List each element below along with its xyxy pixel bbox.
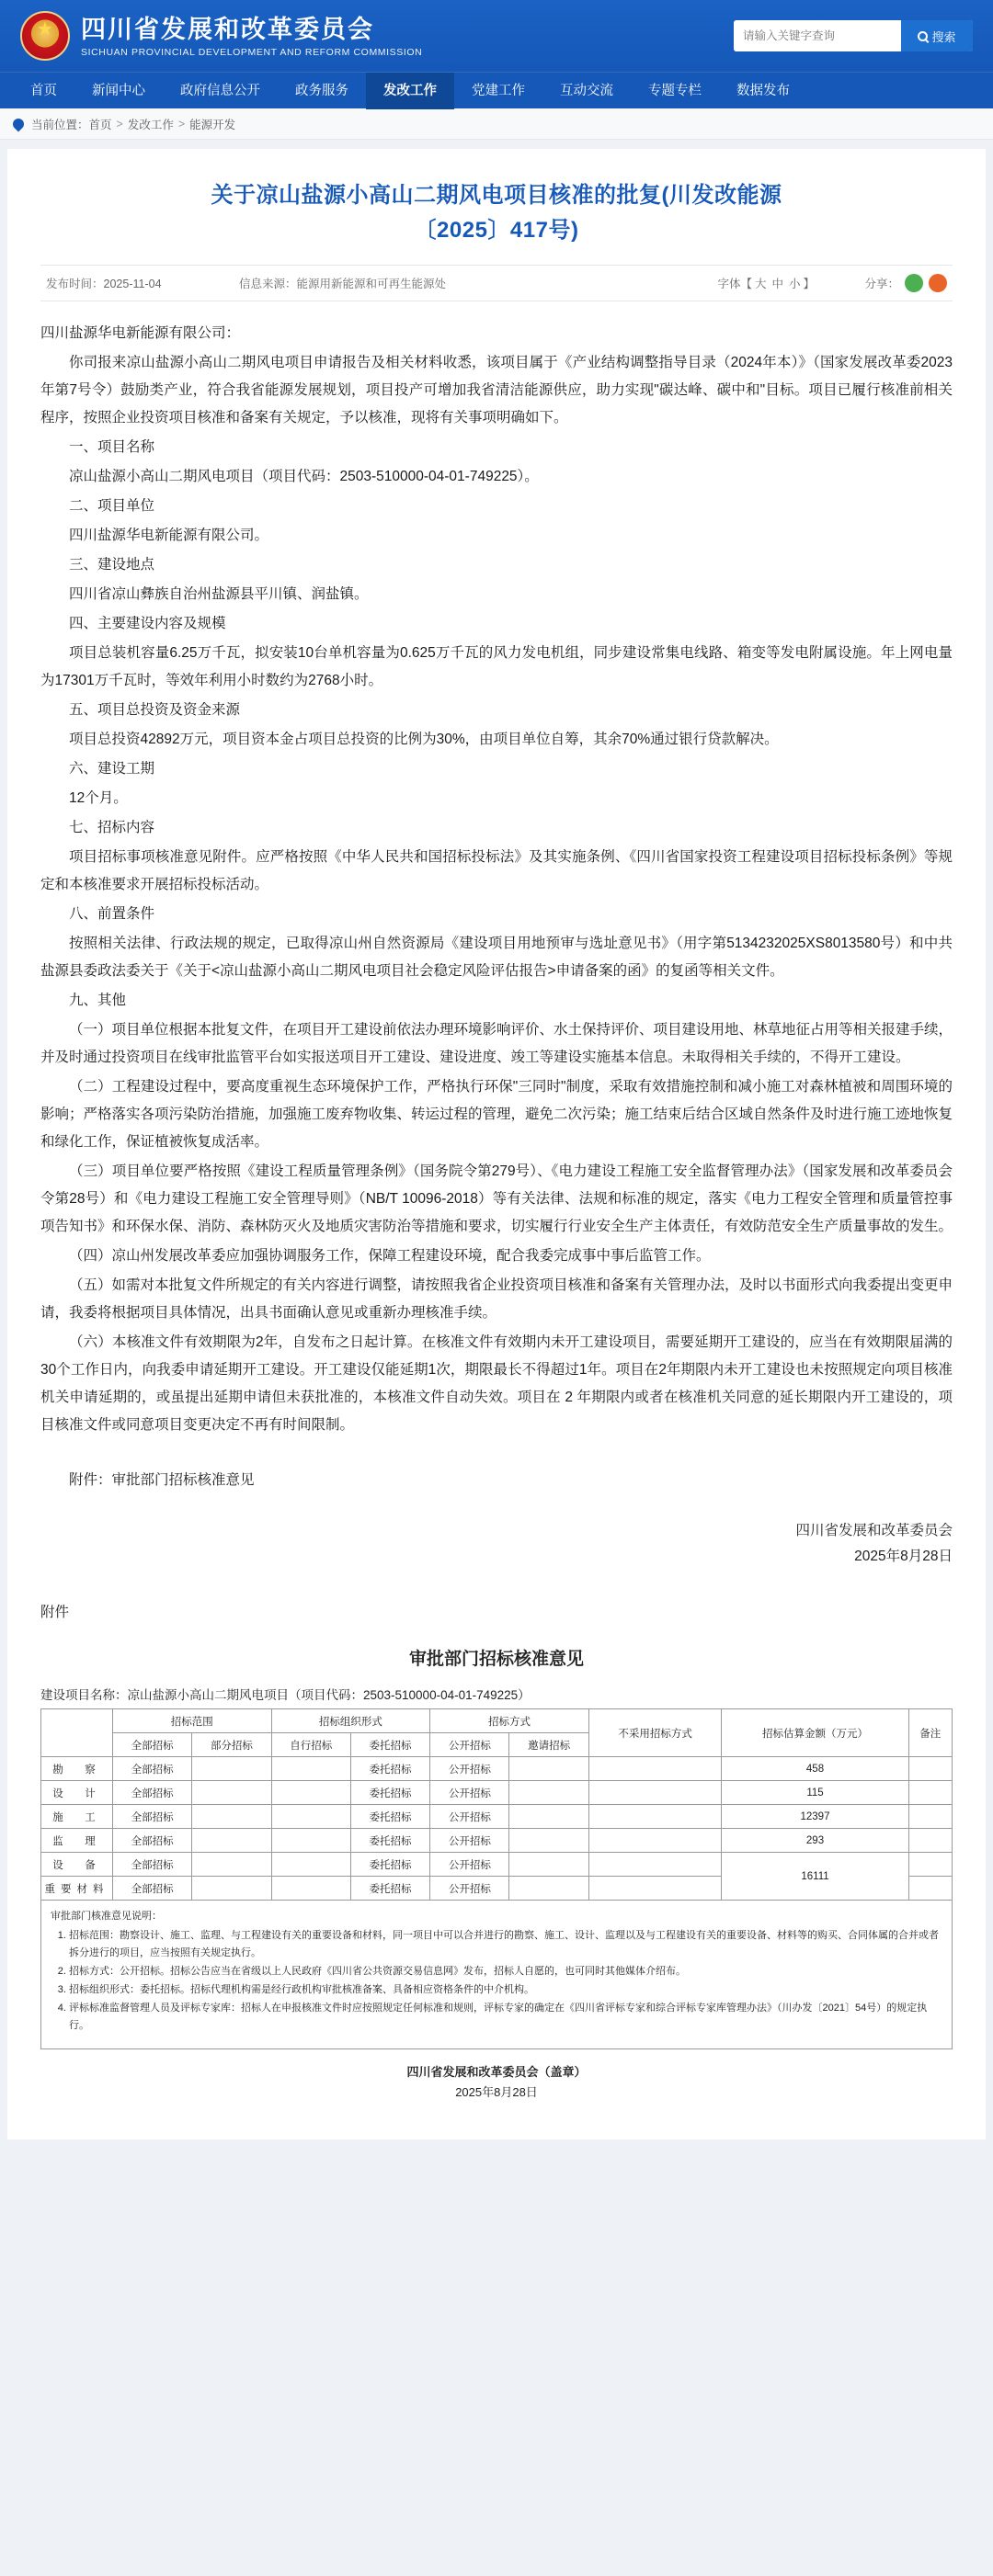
cell-remark <box>908 1829 952 1853</box>
font-size-control <box>717 275 864 291</box>
cell-remark <box>908 1877 952 1901</box>
table-row <box>41 1757 953 1781</box>
cell-scope-part <box>192 1805 271 1829</box>
cell-self <box>271 1805 350 1829</box>
nav-item-topics[interactable]: 专题专栏 <box>648 83 702 98</box>
th-scope-part: 部分招标 <box>192 1733 271 1757</box>
cell-remark <box>908 1757 952 1781</box>
font-size-large[interactable]: 大 <box>755 278 767 290</box>
search-button[interactable] <box>901 20 973 51</box>
cell-invite <box>509 1805 588 1829</box>
source-label: 信息来源： <box>239 278 297 290</box>
cell-entrust: 委托招标 <box>350 1781 429 1805</box>
heading-investment: 五、项目总投资及资金来源 <box>69 702 241 718</box>
cell-scope-part <box>192 1877 271 1901</box>
th-scope-all: 全部招标 <box>113 1733 192 1757</box>
heading-project-unit: 二、项目单位 <box>69 498 155 514</box>
approval-note-title: 审批部门核准意见说明： <box>51 1911 162 1922</box>
search-input[interactable] <box>734 20 901 51</box>
attachment-reference: 附件：审批部门招标核准意见 <box>69 1472 255 1488</box>
row-label: 重要材料 <box>41 1877 113 1901</box>
cell-remark <box>908 1805 952 1829</box>
heading-other: 九、其他 <box>69 993 127 1008</box>
cell-self <box>271 1829 350 1853</box>
search-icon <box>918 31 928 41</box>
table-row <box>41 1853 953 1877</box>
search-button-label: 搜索 <box>931 29 956 44</box>
row-label: 监 理 <box>41 1829 113 1853</box>
row-label: 施 工 <box>41 1805 113 1829</box>
breadcrumb-sep-1: > <box>116 117 123 131</box>
row-label: 设 计 <box>41 1781 113 1805</box>
th-not-use-tender: 不采用招标方式 <box>588 1709 722 1757</box>
row-label: 设 备 <box>41 1853 113 1877</box>
heading-tender: 七、招标内容 <box>69 820 155 835</box>
signature-date: 2025年8月28日 <box>854 1549 953 1564</box>
site-title-cn: 四川省发展和改革委员会 <box>81 15 374 43</box>
paragraph-project-name: 凉山盐源小高山二期风电项目（项目代码：2503-510000-04-01-749225）。 <box>69 469 539 484</box>
cell-not-use <box>588 1805 722 1829</box>
approval-note-item: 3. 招标组织形式：委托招标。招标代理机构需是经行政机构审批核准备案、具备相应资格条件的中介机构。 <box>69 1981 942 1999</box>
nav-item-gov-info[interactable]: 政府信息公开 <box>180 83 260 98</box>
cell-entrust: 委托招标 <box>350 1877 429 1901</box>
cell-entrust: 委托招标 <box>350 1805 429 1829</box>
cell-remark <box>908 1853 952 1877</box>
cell-scope-all: 全部招标 <box>113 1781 192 1805</box>
paragraph-project-unit: 四川盐源华电新能源有限公司。 <box>69 528 269 543</box>
site-title-en: SICHUAN PROVINCIAL DEVELOPMENT AND REFORM COMMISSION <box>81 46 423 58</box>
page-title <box>40 178 953 248</box>
article-card <box>7 149 986 2139</box>
cell-scope-part <box>192 1757 271 1781</box>
publish-time <box>46 275 239 291</box>
cell-scope-part <box>192 1829 271 1853</box>
search-bar[interactable] <box>734 20 973 51</box>
heading-scale: 四、主要建设内容及规模 <box>69 616 226 631</box>
site-header <box>0 0 993 72</box>
cell-entrust: 委托招标 <box>350 1757 429 1781</box>
publish-time-label: 发布时间： <box>46 278 104 290</box>
th-self-tender: 自行招标 <box>271 1733 350 1757</box>
table-header-row-1 <box>41 1709 953 1733</box>
approval-note-item: 4. 评标标准监督管理人员及评标专家库：招标人在申报核准文件时应按照规定任何标准和规则，评标专家的确定在《四川省评标专家和综合评标专家库管理办法》（川办发〔2021〕54号）的规定执行。 <box>69 2000 942 2035</box>
th-entrust-tender: 委托招标 <box>350 1733 429 1757</box>
site-title-block <box>81 15 422 58</box>
th-invite-tender: 邀请招标 <box>509 1733 588 1757</box>
cell-invite <box>509 1853 588 1877</box>
cell-estimate: 458 <box>722 1757 908 1781</box>
source-info <box>239 275 717 291</box>
paragraph-other-6: （六）本核准文件有效期限为2年，自发布之日起计算。在核准文件有效期内未开工建设项目，需要延期开工建设的，应当在有效期限届满的30个工作日内，向我委申请延期开工建设。开工建设仅能延期1次，期限最长不得超过1年。项目在2年期限内未开工建设也未按照规定向项目核准机关申请延期的，或虽提出延期申请但未获批准的，本核准文件自动失效。项目在 2 年期限内或者在核准机关同意的延长期限内开工建设的，项目核准文件或同意项目变更决定不再有时间限制。 <box>40 1334 953 1433</box>
signature-org: 四川省发展和改革委员会 <box>795 1523 953 1538</box>
th-group-scope: 招标范围 <box>113 1709 272 1733</box>
heading-preconditions: 八、前置条件 <box>69 906 155 922</box>
cell-estimate: 12397 <box>722 1805 908 1829</box>
cell-invite <box>509 1757 588 1781</box>
cell-not-use <box>588 1829 722 1853</box>
paragraph-scale: 项目总装机容量6.25万千瓦，拟安装10台单机容量为0.625万千瓦的风力发电机组，同步建设常集电线路、箱变等发电附属设施。年上网电量为17301万千瓦时，等效年利用小时数约为2768小时。 <box>40 645 953 688</box>
table-head <box>41 1709 953 1757</box>
font-size-small[interactable]: 小 <box>789 278 801 290</box>
cell-open: 公开招标 <box>430 1757 509 1781</box>
approval-note <box>40 1901 953 2049</box>
breadcrumb-item-home[interactable]: 首页 <box>88 118 112 131</box>
paragraph-investment: 项目总投资42892万元，项目资本金占项目总投资的比例为30%，由项目单位自筹，其余70%通过银行贷款解决。 <box>69 732 779 747</box>
source-value: 能源用新能源和可再生能源处 <box>296 278 447 290</box>
cell-open: 公开招标 <box>430 1781 509 1805</box>
cell-entrust: 委托招标 <box>350 1829 429 1853</box>
cell-scope-all: 全部招标 <box>113 1877 192 1901</box>
nav-item-gov-service[interactable]: 政务服务 <box>295 83 348 98</box>
nav-item-ndrc-work[interactable]: 发改工作 <box>366 73 454 109</box>
cell-estimate: 293 <box>722 1829 908 1853</box>
cell-not-use <box>588 1757 722 1781</box>
breadcrumb-prefix: 当前位置： <box>31 118 89 131</box>
cell-open: 公开招标 <box>430 1853 509 1877</box>
paragraph-duration: 12个月。 <box>69 790 128 806</box>
main-nav <box>0 72 993 108</box>
cell-scope-all: 全部招标 <box>113 1805 192 1829</box>
national-emblem-icon <box>20 11 70 61</box>
cell-scope-all: 全部招标 <box>113 1829 192 1853</box>
attachment-label: 附件 <box>40 1605 70 1620</box>
paragraph-intro: 你司报来凉山盐源小高山二期风电项目申请报告及相关材料收悉，该项目属于《产业结构调整指导目录（2024年本）》（国家发展改革委2023年第7号令）鼓励类产业，符合我省能源发展规划，项目投产可增加我省清洁能源供应，助力实现"碳达峰、碳中和"目标。项目已履行核准前相关程序，按照企业投资项目核准和备案有关规定，予以核准，现将有关事项明确如下。 <box>40 355 953 426</box>
cell-scope-all: 全部招标 <box>113 1853 192 1877</box>
font-size-label: 字体【 <box>717 278 752 290</box>
publish-time-value: 2025-11-04 <box>103 278 162 290</box>
signature-block <box>40 1518 953 1570</box>
cell-open: 公开招标 <box>430 1829 509 1853</box>
cell-self <box>271 1877 350 1901</box>
seal-date: 2025年8月28日 <box>455 2085 538 2099</box>
heading-location: 三、建设地点 <box>69 557 155 573</box>
font-size-end: 】 <box>803 278 816 290</box>
font-size-medium[interactable]: 中 <box>771 278 784 290</box>
paragraph-other-3: （三）项目单位要严格按照《建设工程质量管理条例》（国务院令第279号）、《电力建设工程施工安全监督管理办法》（国家发展和改革委员会令第28号）和《电力建设工程施工安全管理导则》（NB/T 10096-2018）等有关法律、法规和标准的规定，落实《电力工程安全管理和质量管控事项告知书》和环保水保、消防、森林防灭火及地质灾害防治等措施和要求，切实履行行业安全生产主体责任，有效防范安全生产质量事故的发生。 <box>40 1163 953 1234</box>
table-row <box>41 1781 953 1805</box>
cell-self <box>271 1757 350 1781</box>
breadcrumb-item-energy[interactable]: 能源开发 <box>189 118 236 131</box>
paragraph-tender: 项目招标事项核准意见附件。应严格按照《中华人民共和国招标投标法》及其实施条例、《四川省国家投资工程建设项目招标投标条例》等规定和本核准要求开展招标投标活动。 <box>40 849 953 892</box>
attachment-title: 审批部门招标核准意见 <box>408 1650 584 1669</box>
attachment-project-line: 建设项目名称：凉山盐源小高山二期风电项目（项目代码：2503-510000-04-01-749225） <box>40 1688 531 1702</box>
cell-estimate: 115 <box>722 1781 908 1805</box>
table-row <box>41 1805 953 1829</box>
nav-item-interaction[interactable]: 互动交流 <box>560 83 613 98</box>
cell-not-use <box>588 1877 722 1901</box>
cell-invite <box>509 1781 588 1805</box>
body-spacer <box>40 1441 953 1467</box>
share-block <box>864 274 947 292</box>
nav-item-data-release[interactable]: 数据发布 <box>736 83 790 98</box>
approval-note-item: 1. 招标范围：勘察设计、施工、监理、与工程建设有关的重要设备和材料，同一项目中可以合并进行的勘察、施工、设计、监理以及与工程建设有关的重要设备、材料等的购买、合同体属的合并或者拆分进行的项目，应当按照有关规定执行。 <box>69 1927 942 1962</box>
cell-scope-all: 全部招标 <box>113 1757 192 1781</box>
cell-not-use <box>588 1853 722 1877</box>
cell-estimate: 16111 <box>722 1853 908 1901</box>
share-label: 分享： <box>864 278 899 290</box>
th-estimate-amount: 招标估算金额（万元） <box>722 1709 908 1757</box>
cell-remark <box>908 1781 952 1805</box>
cell-open: 公开招标 <box>430 1877 509 1901</box>
wechat-share-icon[interactable] <box>905 274 923 292</box>
cell-open: 公开招标 <box>430 1805 509 1829</box>
weibo-share-icon[interactable] <box>929 274 947 292</box>
breadcrumb-item-ndrc-work[interactable]: 发改工作 <box>127 118 174 131</box>
nav-item-home[interactable]: 首页 <box>30 83 57 98</box>
paragraph-other-5: （五）如需对本批复文件所规定的有关内容进行调整，请按照我省企业投资项目核准和备案有关管理办法，及时以书面形式向我委提出变更申请，我委将根据项目具体情况，出具书面确认意见或重新办理核准手续。 <box>40 1277 953 1321</box>
th-group-method: 招标方式 <box>430 1709 589 1733</box>
article-body <box>40 320 953 1494</box>
th-group-org-form: 招标组织形式 <box>271 1709 430 1733</box>
nav-item-party-work[interactable]: 党建工作 <box>472 83 525 98</box>
table-row <box>41 1829 953 1853</box>
cell-entrust: 委托招标 <box>350 1853 429 1877</box>
approval-note-list <box>51 1927 942 2035</box>
paragraph-addressee: 四川盐源华电新能源有限公司： <box>40 325 241 341</box>
tender-approval-table <box>40 1708 953 1901</box>
cell-invite <box>509 1877 588 1901</box>
th-open-tender: 公开招标 <box>430 1733 509 1757</box>
heading-duration: 六、建设工期 <box>69 761 155 777</box>
cell-self <box>271 1781 350 1805</box>
paragraph-preconditions: 按照相关法律、行政法规的规定，已取得凉山州自然资源局《建设项目用地预审与选址意见书》（用字第5134232025XS8013580号）和中共盐源县委政法委关于《关于<凉山盐源小高山二期风电项目社会稳定风险评估报告>申请备案的函》的复函等相关文件。 <box>40 936 953 979</box>
article-meta <box>40 265 953 301</box>
seal-block <box>40 2062 953 2103</box>
paragraph-other-2: （二）工程建设过程中，要高度重视生态环境保护工作，严格执行环保"三同时"制度，采取有效措施控制和减小施工对森林植被和周围环境的影响；严格落实各项污染防治措施，加强施工废弃物收集、转运过程的管理，避免二次污染；施工结束后结合区域自然条件及时进行施工迹地恢复和绿化工作，保证植被恢复成活率。 <box>40 1079 953 1150</box>
page-title-line2: 〔2025〕417号) <box>414 218 579 243</box>
cell-self <box>271 1853 350 1877</box>
cell-scope-part <box>192 1853 271 1877</box>
paragraph-location: 四川省凉山彝族自治州盐源县平川镇、润盐镇。 <box>69 586 369 602</box>
th-category <box>41 1709 113 1757</box>
cell-not-use <box>588 1781 722 1805</box>
page-title-line1: 关于凉山盐源小高山二期风电项目核准的批复(川发改能源 <box>211 183 782 208</box>
th-remark: 备注 <box>908 1709 952 1757</box>
paragraph-other-1: （一）项目单位根据本批复文件，在项目开工建设前依法办理环境影响评价、水土保持评价、项目建设用地、林草地征占用等相关报建手续，并及时通过投资项目在线审批监管平台如实报送项目开工建设、建设进度、竣工等建设实施基本信息。未取得相关手续的，不得开工建设。 <box>40 1022 953 1065</box>
breadcrumb-sep-2: > <box>177 117 186 131</box>
breadcrumb <box>0 108 993 140</box>
heading-project-name: 一、项目名称 <box>69 439 155 455</box>
location-pin-icon <box>11 116 27 131</box>
nav-item-news[interactable]: 新闻中心 <box>92 83 145 98</box>
seal-org: 四川省发展和改革委员会（盖章） <box>406 2065 587 2079</box>
cell-scope-part <box>192 1781 271 1805</box>
cell-invite <box>509 1829 588 1853</box>
approval-note-item: 2. 招标方式：公开招标。招标公告应当在省级以上人民政府《四川省公共资源交易信息网》发布，招标人自愿的，也可同时其他媒体介绍布。 <box>69 1963 942 1980</box>
table-body <box>41 1757 953 1901</box>
row-label: 勘 察 <box>41 1757 113 1781</box>
paragraph-other-4: （四）凉山州发展改革委应加强协调服务工作，保障工程建设环境，配合我委完成事中事后监管工作。 <box>69 1248 711 1264</box>
